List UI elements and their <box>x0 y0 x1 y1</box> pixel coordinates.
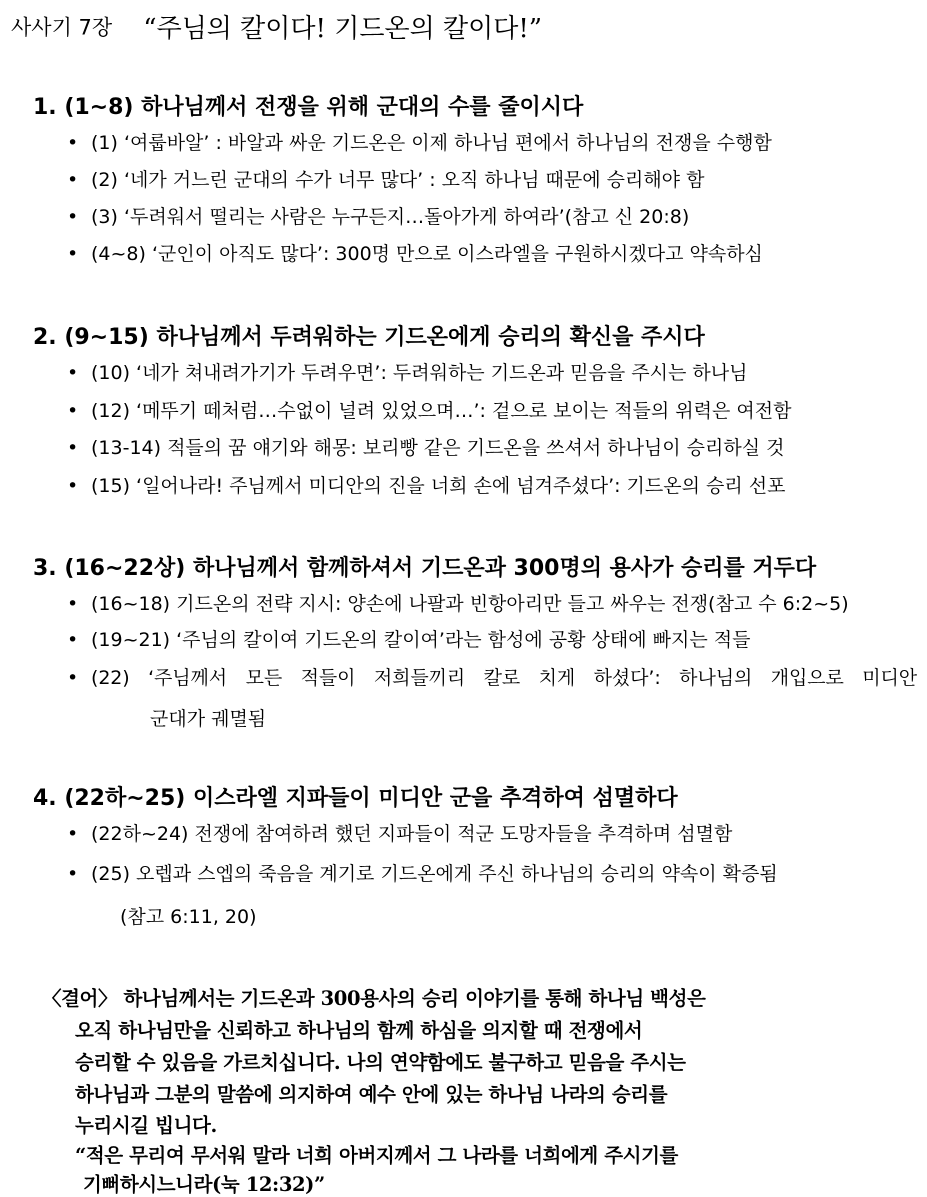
bullet: • <box>67 400 79 422</box>
item-text: (19~21) ‘주님의 칼이여 기드온의 칼이여’라는 함성에 공황 상태에 빠지는 적들 <box>91 629 751 651</box>
book-chapter: 사사기 7장 <box>11 15 113 40</box>
bullet: • <box>67 362 79 384</box>
bullet: • <box>67 243 79 265</box>
item-text: (13-14) 적들의 꿈 얘기와 해몽: 보리빵 같은 기드온을 쓰셔서 하나님이 승리하실 것 <box>91 437 785 459</box>
item-text: (12) ‘메뚜기 떼처럼…수없이 널려 있었으며…’: 겉으로 보이는 적들의 위력은 여전함 <box>91 400 792 422</box>
conclusion-line: 승리할 수 있음을 가르치십니다. 나의 연약함에도 불구하고 믿음을 주시는 <box>75 1051 686 1074</box>
item-continuation: (참고 6:11, 20) <box>120 906 257 928</box>
bullet: • <box>67 593 79 615</box>
conclusion-line: 하나님과 그분의 말씀에 의지하여 예수 안에 있는 하나님 나라의 승리를 <box>75 1083 668 1106</box>
bullet: • <box>67 475 79 497</box>
bullet: • <box>67 437 79 459</box>
conclusion-line: 누리시길 빕니다. <box>75 1114 217 1137</box>
bullet: • <box>67 169 79 191</box>
conclusion-quote-line: “적은 무리여 무서워 말라 너희 아버지께서 그 나라를 너희에게 주시기를 <box>75 1144 678 1167</box>
item-text: (25) 오렙과 스엡의 죽음을 계기로 기드온에게 주신 하나님의 승리의 약속이 확증됨 <box>91 863 778 885</box>
item-text: (10) ‘네가 쳐내려가기가 두려우면’: 두려워하는 기드온과 믿음을 주시는 하나님 <box>91 362 748 384</box>
item-text: (22) ‘주님께서 모든 적들이 저희들끼리 칼로 치게 하셨다’: 하나님의 개입으로 미디안 <box>91 667 917 689</box>
bullet: • <box>67 823 79 845</box>
item-continuation: 군대가 궤멸됨 <box>150 708 267 730</box>
bullet: • <box>67 667 79 689</box>
bullet: • <box>67 206 79 228</box>
item-text: (2) ‘네가 거느린 군대의 수가 너무 많다’ : 오직 하나님 때문에 승리해야 함 <box>91 169 705 191</box>
section-3-title: 3. (16~22상) 하나님께서 함께하셔서 기드온과 300명의 용사가 승리를 거두다 <box>33 556 817 581</box>
item-text: (15) ‘일어나라! 주님께서 미디안의 진을 너희 손에 넘겨주셨다’: 기드온의 승리 선포 <box>91 475 786 497</box>
section-4-title: 4. (22하~25) 이스라엘 지파들이 미디안 군을 추격하여 섬멸하다 <box>33 786 678 811</box>
page-header <box>11 8 542 45</box>
section-2-title: 2. (9~15) 하나님께서 두려워하는 기드온에게 승리의 확신을 주시다 <box>33 325 705 350</box>
item-text: (1) ‘여룹바알’ : 바알과 싸운 기드온은 이제 하나님 편에서 하나님의 전쟁을 수행함 <box>91 132 772 154</box>
section-1-title: 1. (1~8) 하나님께서 전쟁을 위해 군대의 수를 줄이시다 <box>33 95 584 120</box>
bullet: • <box>67 629 79 651</box>
page-title: “주님의 칼이다! 기드온의 칼이다!” <box>143 14 543 44</box>
conclusion-line: 오직 하나님만을 신뢰하고 하나님의 함께 하심을 의지할 때 전쟁에서 <box>75 1019 643 1042</box>
item-text: (16~18) 기드온의 전략 지시: 양손에 나팔과 빈항아리만 들고 싸우는 전쟁(참고 수 6:2~5) <box>91 593 849 615</box>
item-text: (3) ‘두려워서 떨리는 사람은 누구든지…돌아가게 하여라’(참고 신 20:8) <box>91 206 690 228</box>
conclusion-quote-line: 기뻐하시느니라(눅 12:32)” <box>83 1173 325 1196</box>
item-text: (4~8) ‘군인이 아직도 많다’: 300명 만으로 이스라엘을 구원하시겠다고 약속하심 <box>91 243 763 265</box>
bullet: • <box>67 863 79 885</box>
conclusion-line: 〈결어〉 하나님께서는 기드온과 300용사의 승리 이야기를 통해 하나님 백성은 <box>42 987 706 1010</box>
item-text: (22하~24) 전쟁에 참여하려 했던 지파들이 적군 도망자들을 추격하며 섬멸함 <box>91 823 733 845</box>
bullet: • <box>67 132 79 154</box>
